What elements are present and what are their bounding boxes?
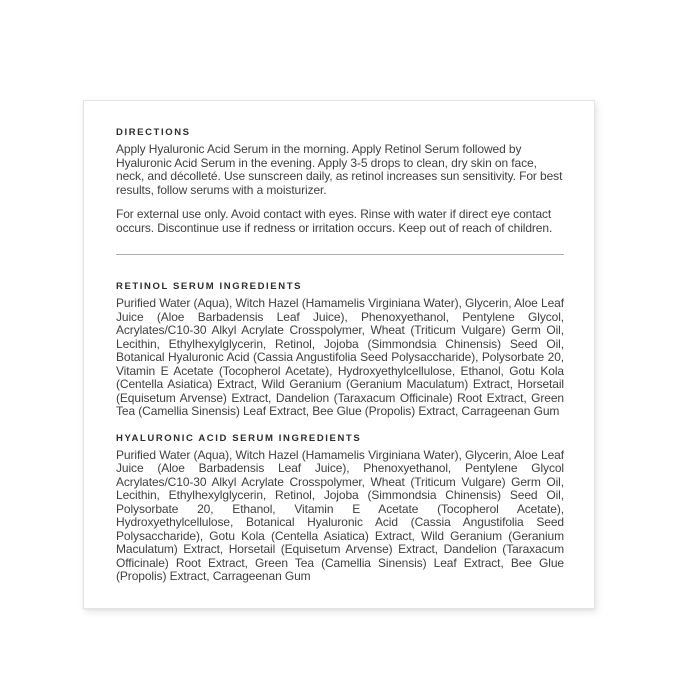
hyaluronic-ingredients-heading: HYALURONIC ACID SERUM INGREDIENTS bbox=[116, 432, 362, 444]
product-label-card bbox=[83, 100, 595, 609]
retinol-ingredients-list: Purified Water (Aqua), Witch Hazel (Hamamelis Virginiana Water), Glycerin, Aloe Leaf Juice (Aloe Barbadensis Leaf Juice), Phenoxyethanol, Pentylene Glycol, Acrylates/C10-30 Alkyl Acrylate Crosspolymer, Wheat (Triticum Vulgare) Germ Oil, Lecithin, Ethylhexylglycerin, Retinol, Jojoba (Simmondsia Chinensis) Seed Oil, Botanical Hyaluronic Acid (Cassia Angustifolia Seed Polysaccharide), Polysorbate 20, Vitamin E Acetate (Tocopherol Acetate), Hydroxyethylcellulose, Ethanol, Gotu Kola (Centella Asiatica) Extract, Wild Geranium (Geranium Maculatum) Extract, Horsetail (Equisetum Arvense) Extract, Dandelion (Taraxacum Officinale) Root Extract, Green Tea (Camellia Sinensis) Leaf Extract, Bee Glue (Propolis) Extract, Carrageenan Gum bbox=[116, 296, 564, 418]
retinol-ingredients-heading: RETINOL SERUM INGREDIENTS bbox=[116, 281, 303, 292]
directions-warning-paragraph: For external use only. Avoid contact with eyes. Rinse with water if direct eye contact occurs. Discontinue use if redness or irritation occurs. Keep out of reach of children. bbox=[116, 207, 553, 235]
hyaluronic-ingredients-section bbox=[116, 433, 564, 584]
section-divider bbox=[116, 254, 564, 255]
directions-section bbox=[116, 127, 564, 235]
directions-heading: DIRECTIONS bbox=[116, 127, 191, 138]
hyaluronic-ingredients-list: Purified Water (Aqua), Witch Hazel (Hamamelis Virginiana Water), Glycerin, Aloe Leaf Juice (Aloe Barbadensis Leaf Juice), Phenoxyethanol, Pentylene Glycol Acrylates/C10-30 Alkyl Acrylate Crosspolymer, Wheat (Triticum Vulgare) Germ Oil, Lecithin, Ethylhexylglycerin, Retinol, Jojoba (Simmondsia Chinensis) Seed Oil, Polysorbate 20, Ethanol, Vitamin E Acetate (Tocopherol Acetate), Hydroxyethylcellulose, Botanical Hyaluronic Acid (Cassia Angustifolia Seed Polysaccharide), Gotu Kola (Centella Asiatica) Extract, Wild Geranium (Geranium Maculatum) Extract, Horsetail (Equisetum Arvense) Extract, Dandelion (Taraxacum Officinale) Root Extract, Green Tea (Camellia Sinensis) Leaf Extract, Bee Glue (Propolis) Extract, Carrageenan Gum bbox=[116, 447, 564, 583]
directions-usage-paragraph: Apply Hyaluronic Acid Serum in the morning. Apply Retinol Serum followed by Hyaluronic Acid Serum in the evening. Apply 3-5 drops to clean, dry skin on face, neck, and décolleté. Use sunscreen daily, as retinol increases sun sensitivity. For best results, follow serums with a moisturizer. bbox=[116, 142, 563, 197]
retinol-ingredients-section bbox=[116, 281, 564, 419]
